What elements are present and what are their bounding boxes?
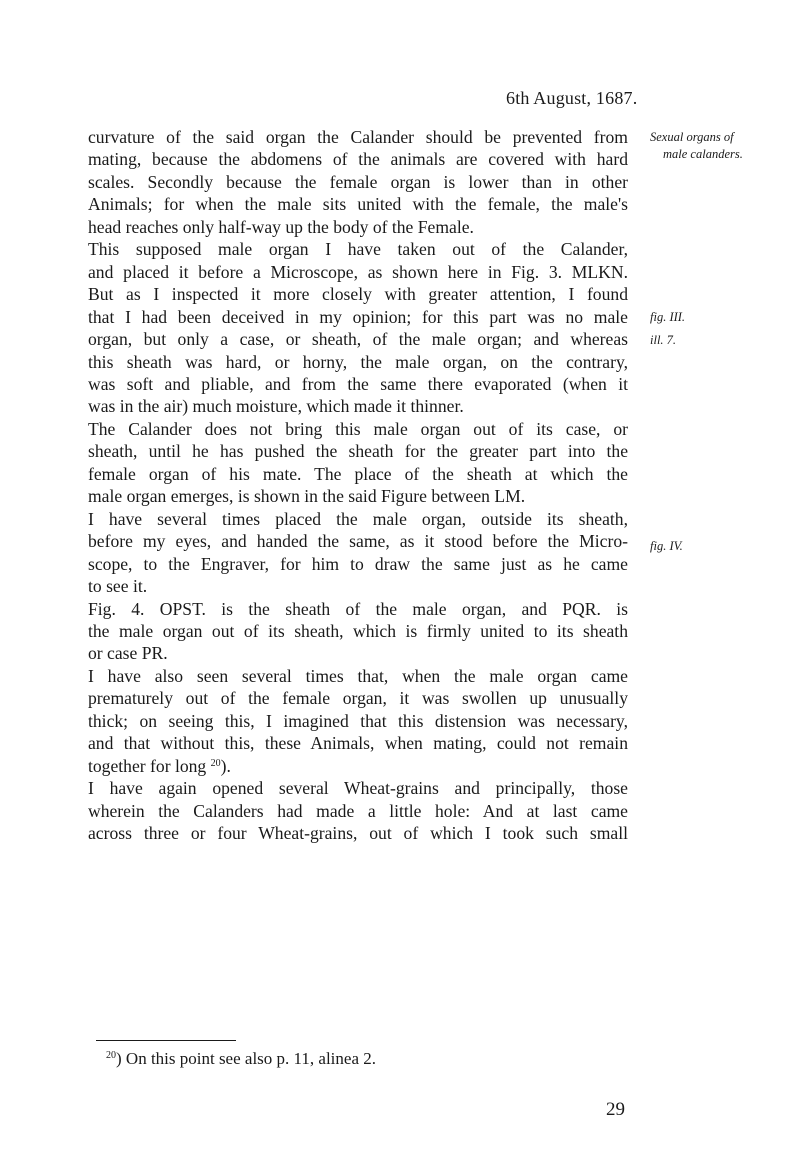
text-line: across three or four Wheat-grains, out of which I took such small	[88, 823, 628, 844]
text-line: I have again opened several Wheat-grains and principally, those	[88, 778, 628, 799]
footnote-marker: 20	[106, 1050, 116, 1061]
text-line: organ, but only a case, or sheath, of the male organ; and whereas	[88, 329, 628, 350]
text-line: prematurely out of the female organ, it was swollen up unusually	[88, 688, 628, 709]
margin-note-fig-iii: fig. III.	[650, 310, 686, 324]
text-line: scope, to the Engraver, for him to draw the same just as he came	[88, 553, 628, 574]
text-line: before my eyes, and handed the same, as it stood before the Micro-	[88, 531, 628, 552]
text-line: wherein the Calanders had made a little hole: And at last came	[88, 800, 628, 821]
body-text	[88, 126, 628, 845]
text-line: curvature of the said organ the Calander should be prevented from	[88, 127, 628, 147]
text-line: This supposed male organ I have taken out of the Calander,	[88, 239, 628, 260]
text-line: Fig. 4. OPST. is the sheath of the male organ, and PQR. is	[88, 598, 628, 619]
footnote	[106, 1049, 376, 1069]
margin-note-fig-iv: fig. IV.	[650, 539, 683, 553]
text-line: scales. Secondly because the female organ is lower than in other	[88, 171, 628, 192]
running-head: 6th August, 1687.	[506, 88, 638, 108]
text-line: I have also seen several times that, when the male organ came	[88, 665, 628, 686]
text-line: Animals; for when the male sits united with the female, the male's	[88, 194, 628, 215]
text-line: sheath, until he has pushed the sheath for the greater part into the	[88, 441, 628, 462]
text-line: and that without this, these Animals, when mating, could not remain	[88, 733, 628, 754]
text-line: this sheath was hard, or horny, the male organ, on the contrary,	[88, 351, 628, 372]
text-line: female organ of his mate. The place of the sheath at which the	[88, 463, 628, 484]
text-line-with-footnote-ref	[88, 755, 628, 777]
text-line: male organ emerges, is shown in the said Figure between LM.	[88, 486, 526, 507]
footnote-divider	[96, 1040, 236, 1041]
text-line: or case PR.	[88, 643, 168, 664]
footnote-ref-suffix: ).	[220, 755, 231, 776]
text-line: to see it.	[88, 576, 148, 597]
margin-note-sexual-organs: Sexual organs of	[650, 130, 734, 144]
text-line: the male organ out of its sheath, which is firmly united to its sheath	[88, 620, 628, 641]
footnote-ref-marker[interactable]: 20	[210, 757, 221, 769]
text-line: was soft and pliable, and from the same there evaporated (when it	[88, 373, 628, 394]
text-line: thick; on seeing this, I imagined that this distension was necessary,	[88, 710, 628, 731]
text-line: and placed it before a Microscope, as shown here in Fig. 3. MLKN.	[88, 261, 628, 282]
page-number: 29	[606, 1099, 625, 1120]
text-line: But as I inspected it more closely with greater attention, I found	[88, 284, 628, 305]
footnote-text: ) On this point see also p. 11, alinea 2.	[116, 1049, 376, 1068]
text-line: mating, because the abdomens of the animals are covered with hard	[88, 149, 628, 170]
text-line: I have several times placed the male organ, outside its sheath,	[88, 508, 628, 529]
text-line: that I had been deceived in my opinion; for this part was no male	[88, 306, 628, 327]
text-line: was in the air) much moisture, which made it thinner.	[88, 396, 464, 417]
text-line: The Calander does not bring this male organ out of its case, or	[88, 418, 628, 439]
margin-note-male-calanders: male calanders.	[663, 147, 743, 161]
margin-note-ill-7: ill. 7.	[650, 333, 677, 347]
text-line-fragment: together for long	[88, 755, 207, 776]
text-line: head reaches only half-way up the body of the Female.	[88, 216, 474, 237]
